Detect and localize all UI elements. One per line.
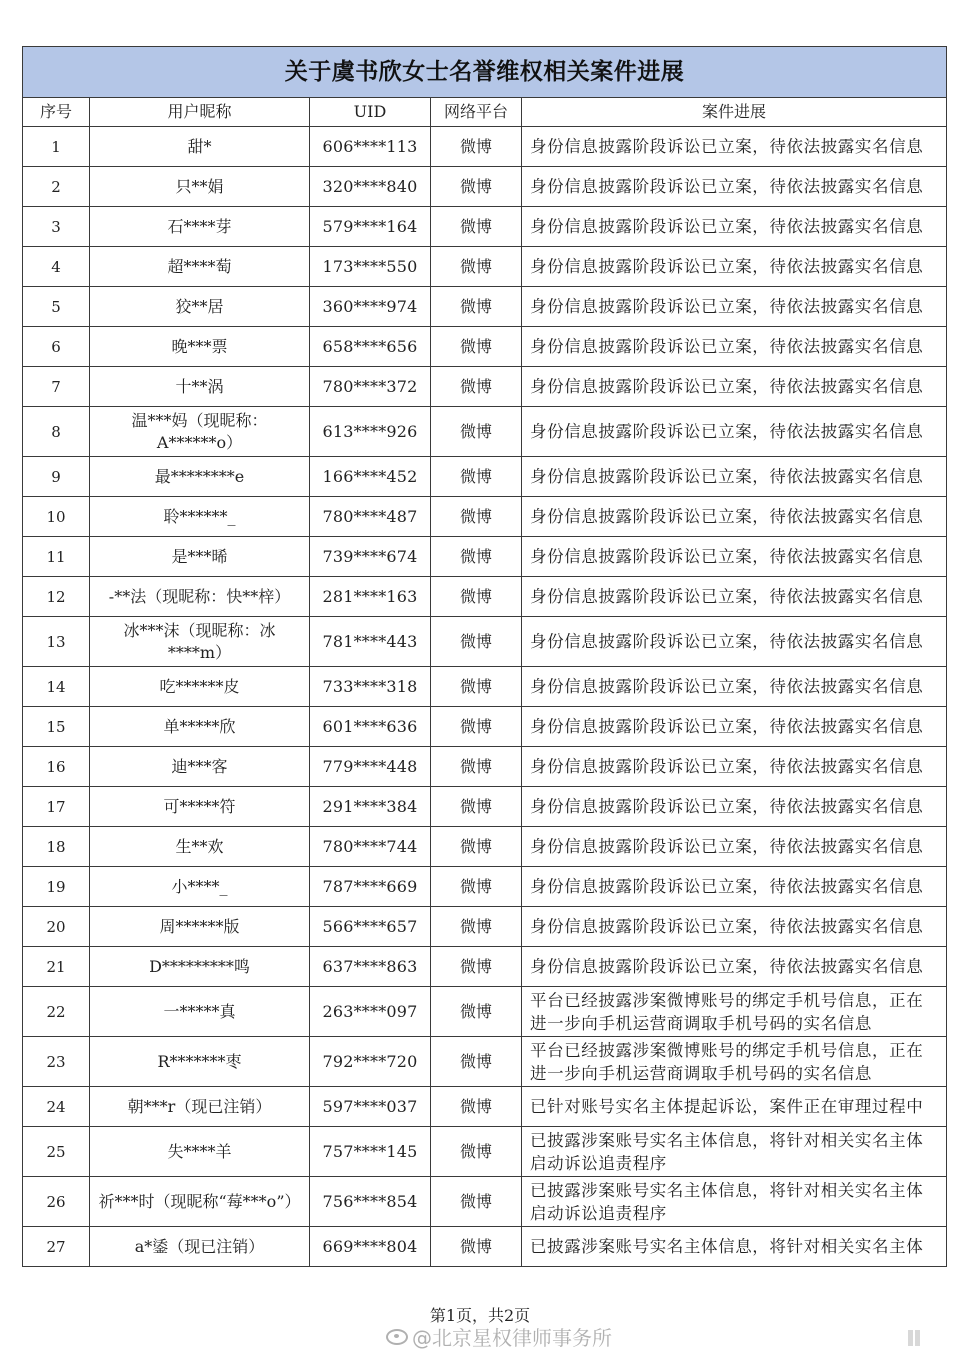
row-index: 8: [23, 407, 90, 457]
user-nickname: 聆******_: [90, 497, 310, 537]
case-progress: 身份信息披露阶段诉讼已立案，待依法披露实名信息: [522, 127, 947, 167]
corner-decoration: [908, 1330, 930, 1346]
network-platform: 微博: [431, 617, 522, 667]
user-uid: 780****487: [310, 497, 431, 537]
user-uid: 733****318: [310, 667, 431, 707]
network-platform: 微博: [431, 1087, 522, 1127]
case-progress: 身份信息披露阶段诉讼已立案，待依法披露实名信息: [522, 207, 947, 247]
user-uid: 787****669: [310, 867, 431, 907]
case-progress: 平台已经披露涉案微博账号的绑定手机号信息，正在进一步向手机运营商调取手机号码的实名信息: [522, 1037, 947, 1087]
case-progress: 身份信息披露阶段诉讼已立案，待依法披露实名信息: [522, 247, 947, 287]
table-row: [23, 947, 947, 987]
case-progress: 已针对账号实名主体提起诉讼，案件正在审理过程中: [522, 1087, 947, 1127]
case-progress: 身份信息披露阶段诉讼已立案，待依法披露实名信息: [522, 667, 947, 707]
table-row: [23, 577, 947, 617]
user-nickname: 可*****符: [90, 787, 310, 827]
case-progress: 身份信息披露阶段诉讼已立案，待依法披露实名信息: [522, 407, 947, 457]
row-index: 2: [23, 167, 90, 207]
network-platform: 微博: [431, 1227, 522, 1267]
row-index: 14: [23, 667, 90, 707]
case-progress: 身份信息披露阶段诉讼已立案，待依法披露实名信息: [522, 787, 947, 827]
row-index: 13: [23, 617, 90, 667]
network-platform: 微博: [431, 497, 522, 537]
row-index: 24: [23, 1087, 90, 1127]
table-row: [23, 1227, 947, 1267]
case-progress: 身份信息披露阶段诉讼已立案，待依法披露实名信息: [522, 497, 947, 537]
user-uid: 291****384: [310, 787, 431, 827]
network-platform: 微博: [431, 287, 522, 327]
user-uid: 792****720: [310, 1037, 431, 1087]
case-progress: 身份信息披露阶段诉讼已立案，待依法披露实名信息: [522, 327, 947, 367]
network-platform: 微博: [431, 867, 522, 907]
case-progress-table: [22, 46, 947, 1267]
table-row: [23, 367, 947, 407]
network-platform: 微博: [431, 327, 522, 367]
user-nickname: 朝***r（现已注销）: [90, 1087, 310, 1127]
user-uid: 739****674: [310, 537, 431, 577]
user-nickname: 晚***票: [90, 327, 310, 367]
table-row: [23, 1037, 947, 1087]
network-platform: 微博: [431, 947, 522, 987]
case-progress: 身份信息披露阶段诉讼已立案，待依法披露实名信息: [522, 167, 947, 207]
table-row: [23, 787, 947, 827]
user-uid: 166****452: [310, 457, 431, 497]
network-platform: 微博: [431, 747, 522, 787]
network-platform: 微博: [431, 127, 522, 167]
network-platform: 微博: [431, 577, 522, 617]
row-index: 7: [23, 367, 90, 407]
row-index: 22: [23, 987, 90, 1037]
case-progress: 已披露涉案账号实名主体信息，将针对相关实名主体启动诉讼追责程序: [522, 1177, 947, 1227]
user-nickname: 最********e: [90, 457, 310, 497]
user-nickname: 温***妈（现昵称：A******o）: [90, 407, 310, 457]
network-platform: 微博: [431, 367, 522, 407]
table-row: [23, 907, 947, 947]
case-progress: 身份信息披露阶段诉讼已立案，待依法披露实名信息: [522, 457, 947, 497]
case-progress: 身份信息披露阶段诉讼已立案，待依法披露实名信息: [522, 287, 947, 327]
page-number: 第1页，共2页: [429, 1306, 531, 1325]
user-nickname: 十**涡: [90, 367, 310, 407]
table-row: [23, 1087, 947, 1127]
user-uid: 757****145: [310, 1127, 431, 1177]
user-nickname: 只**娟: [90, 167, 310, 207]
row-index: 23: [23, 1037, 90, 1087]
table-row: [23, 867, 947, 907]
table-row: [23, 327, 947, 367]
user-uid: 756****854: [310, 1177, 431, 1227]
document-title: 关于虞书欣女士名誉维权相关案件进展: [23, 47, 947, 98]
row-index: 26: [23, 1177, 90, 1227]
row-index: 16: [23, 747, 90, 787]
column-header-progress: 案件进展: [522, 98, 947, 127]
user-nickname: 周******版: [90, 907, 310, 947]
user-nickname: 狡**居: [90, 287, 310, 327]
row-index: 17: [23, 787, 90, 827]
network-platform: 微博: [431, 907, 522, 947]
user-nickname: R*******枣: [90, 1037, 310, 1087]
watermark: [386, 1322, 612, 1351]
user-nickname: 是***晞: [90, 537, 310, 577]
user-uid: 281****163: [310, 577, 431, 617]
user-nickname: 迪***客: [90, 747, 310, 787]
row-index: 15: [23, 707, 90, 747]
table-row: [23, 497, 947, 537]
network-platform: 微博: [431, 457, 522, 497]
network-platform: 微博: [431, 787, 522, 827]
row-index: 27: [23, 1227, 90, 1267]
user-uid: 780****372: [310, 367, 431, 407]
weibo-icon: [386, 1329, 408, 1345]
table-row: [23, 457, 947, 497]
user-uid: 566****657: [310, 907, 431, 947]
table-row: [23, 167, 947, 207]
table-row: [23, 617, 947, 667]
user-uid: 779****448: [310, 747, 431, 787]
user-uid: 658****656: [310, 327, 431, 367]
network-platform: 微博: [431, 537, 522, 577]
user-uid: 597****037: [310, 1087, 431, 1127]
user-uid: 601****636: [310, 707, 431, 747]
user-nickname: 甜*: [90, 127, 310, 167]
user-uid: 637****863: [310, 947, 431, 987]
table-row: [23, 1177, 947, 1227]
column-header-index: 序号: [23, 98, 90, 127]
case-progress: 身份信息披露阶段诉讼已立案，待依法披露实名信息: [522, 827, 947, 867]
case-progress: 身份信息披露阶段诉讼已立案，待依法披露实名信息: [522, 947, 947, 987]
table-row: [23, 827, 947, 867]
user-uid: 263****097: [310, 987, 431, 1037]
network-platform: 微博: [431, 827, 522, 867]
user-nickname: a*鋈（现已注销）: [90, 1227, 310, 1267]
network-platform: 微博: [431, 707, 522, 747]
row-index: 1: [23, 127, 90, 167]
row-index: 4: [23, 247, 90, 287]
table-row: [23, 407, 947, 457]
table-header-row: [23, 98, 947, 127]
table-row: [23, 127, 947, 167]
case-progress: 身份信息披露阶段诉讼已立案，待依法披露实名信息: [522, 577, 947, 617]
table-row: [23, 1127, 947, 1177]
network-platform: 微博: [431, 167, 522, 207]
table-row: [23, 667, 947, 707]
table-row: [23, 207, 947, 247]
user-nickname: -**法（现昵称：快**梓）: [90, 577, 310, 617]
case-progress: 身份信息披露阶段诉讼已立案，待依法披露实名信息: [522, 867, 947, 907]
user-uid: 613****926: [310, 407, 431, 457]
watermark-text: @北京星权律师事务所: [412, 1326, 612, 1350]
user-uid: 606****113: [310, 127, 431, 167]
row-index: 3: [23, 207, 90, 247]
column-header-platform: 网络平台: [431, 98, 522, 127]
case-progress: 已披露涉案账号实名主体信息，将针对相关实名主体: [522, 1227, 947, 1267]
table-row: [23, 987, 947, 1037]
case-progress: 身份信息披露阶段诉讼已立案，待依法披露实名信息: [522, 367, 947, 407]
user-nickname: 石****芽: [90, 207, 310, 247]
user-uid: 360****974: [310, 287, 431, 327]
row-index: 12: [23, 577, 90, 617]
user-nickname: 一*****真: [90, 987, 310, 1037]
network-platform: 微博: [431, 1177, 522, 1227]
user-uid: 320****840: [310, 167, 431, 207]
case-progress: 身份信息披露阶段诉讼已立案，待依法披露实名信息: [522, 707, 947, 747]
network-platform: 微博: [431, 247, 522, 287]
row-index: 10: [23, 497, 90, 537]
row-index: 11: [23, 537, 90, 577]
row-index: 9: [23, 457, 90, 497]
case-progress: 身份信息披露阶段诉讼已立案，待依法披露实名信息: [522, 617, 947, 667]
case-progress: 身份信息披露阶段诉讼已立案，待依法披露实名信息: [522, 537, 947, 577]
row-index: 25: [23, 1127, 90, 1177]
table-row: [23, 247, 947, 287]
network-platform: 微博: [431, 667, 522, 707]
user-uid: 173****550: [310, 247, 431, 287]
user-nickname: 吃******皮: [90, 667, 310, 707]
case-progress: 身份信息披露阶段诉讼已立案，待依法披露实名信息: [522, 907, 947, 947]
user-uid: 781****443: [310, 617, 431, 667]
user-nickname: 超****萄: [90, 247, 310, 287]
table-row: [23, 287, 947, 327]
column-header-nickname: 用户昵称: [90, 98, 310, 127]
network-platform: 微博: [431, 987, 522, 1037]
user-nickname: 单*****欣: [90, 707, 310, 747]
user-nickname: 失****羊: [90, 1127, 310, 1177]
user-nickname: 小****_: [90, 867, 310, 907]
table-row: [23, 707, 947, 747]
network-platform: 微博: [431, 207, 522, 247]
row-index: 18: [23, 827, 90, 867]
case-progress: 身份信息披露阶段诉讼已立案，待依法披露实名信息: [522, 747, 947, 787]
network-platform: 微博: [431, 1037, 522, 1087]
case-progress: 平台已经披露涉案微博账号的绑定手机号信息，正在进一步向手机运营商调取手机号码的实名信息: [522, 987, 947, 1037]
user-nickname: 祈***时（现昵称“莓***o”）: [90, 1177, 310, 1227]
user-nickname: D*********鸣: [90, 947, 310, 987]
column-header-uid: UID: [310, 98, 431, 127]
network-platform: 微博: [431, 407, 522, 457]
row-index: 20: [23, 907, 90, 947]
row-index: 21: [23, 947, 90, 987]
user-uid: 669****804: [310, 1227, 431, 1267]
user-nickname: 冰***沫（现昵称：冰****m）: [90, 617, 310, 667]
network-platform: 微博: [431, 1127, 522, 1177]
table-row: [23, 747, 947, 787]
user-uid: 579****164: [310, 207, 431, 247]
row-index: 6: [23, 327, 90, 367]
row-index: 5: [23, 287, 90, 327]
case-progress: 已披露涉案账号实名主体信息，将针对相关实名主体启动诉讼追责程序: [522, 1127, 947, 1177]
row-index: 19: [23, 867, 90, 907]
table-row: [23, 537, 947, 577]
user-nickname: 生**欢: [90, 827, 310, 867]
user-uid: 780****744: [310, 827, 431, 867]
